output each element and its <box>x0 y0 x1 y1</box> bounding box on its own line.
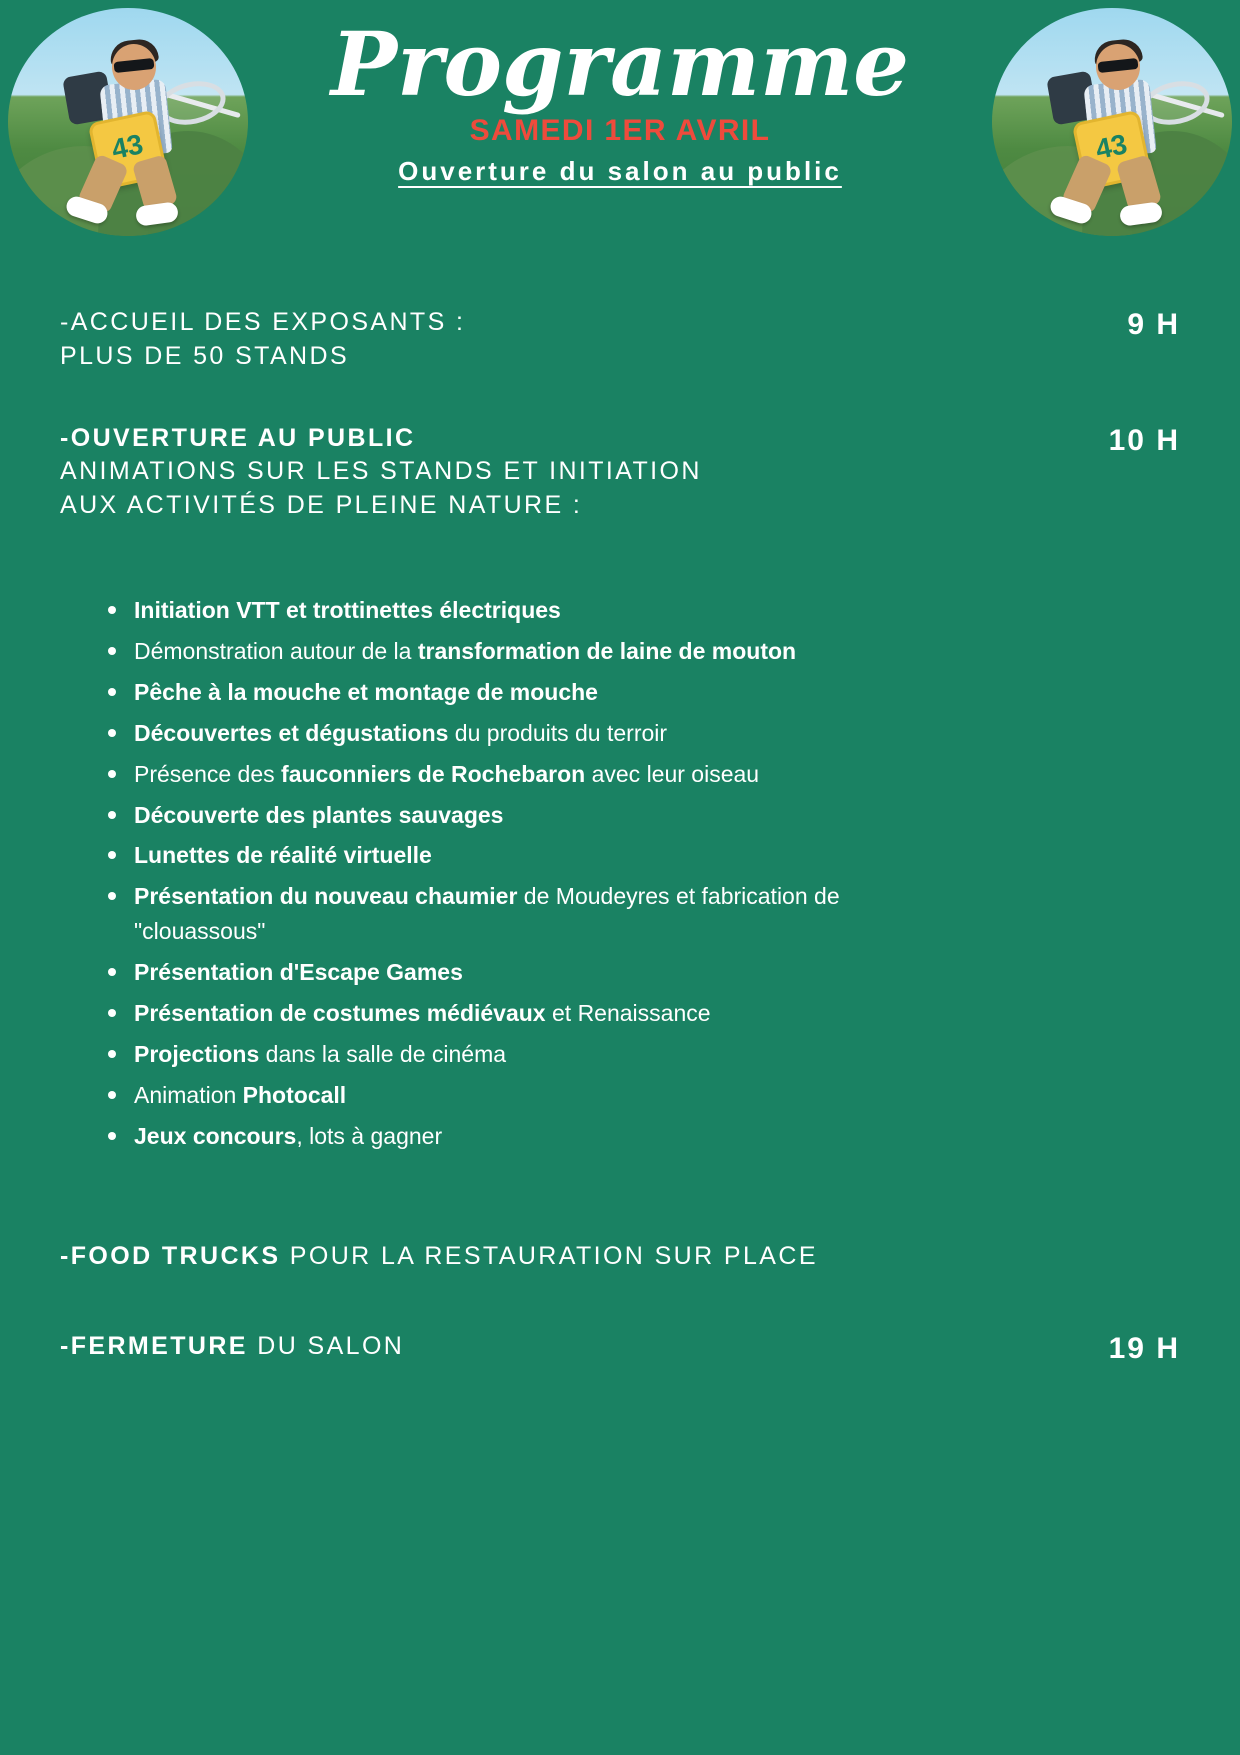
schedule-line-1: -ACCUEIL DES EXPOSANTS : <box>60 308 466 336</box>
schedule-row <box>60 1240 1180 1274</box>
footer-line-strong: -FERMETURE <box>60 1331 248 1360</box>
schedule-description <box>60 306 465 374</box>
activity-prefix: Démonstration autour de la <box>134 637 418 664</box>
footer-line-rest: POUR LA RESTAURATION SUR PLACE <box>280 1242 818 1271</box>
list-item <box>100 757 894 792</box>
list-item <box>100 716 894 751</box>
activity-prefix: Animation <box>134 1082 243 1109</box>
activity-highlight: Présentation de costumes médiévaux <box>134 1000 546 1027</box>
schedule-line-2: PLUS DE 50 STANDS <box>60 341 350 370</box>
schedule-line-3: AUX ACTIVITÉS DE PLEINE NATURE : <box>60 491 583 519</box>
activity-highlight: Initiation VTT et trottinettes électriques <box>134 596 561 623</box>
program-content <box>0 250 1240 1366</box>
activity-highlight: Découverte des plantes sauvages <box>134 801 504 828</box>
schedule-row <box>60 1330 1180 1366</box>
list-item <box>100 675 894 710</box>
activity-detail: dans la salle de cinéma <box>259 1041 507 1068</box>
list-item <box>100 996 894 1031</box>
list-item <box>100 798 894 833</box>
schedule-line-1: -OUVERTURE AU PUBLIC <box>60 423 416 452</box>
list-item <box>100 955 894 990</box>
activity-detail: et Renaissance <box>545 1000 711 1027</box>
activity-highlight: Pêche à la mouche et montage de mouche <box>134 678 598 705</box>
activity-detail: avec leur oiseau <box>585 760 760 787</box>
schedule-description <box>60 1330 404 1364</box>
avatar <box>8 8 248 236</box>
activity-highlight: Projections <box>134 1041 260 1068</box>
list-item <box>100 838 894 873</box>
schedule-line-2: ANIMATIONS SUR LES STANDS ET INITIATION <box>60 457 702 486</box>
list-item <box>100 1119 894 1154</box>
activity-highlight: Lunettes de réalité virtuelle <box>134 842 432 869</box>
event-date: SAMEDI 1ER AVRIL <box>469 114 771 148</box>
schedule-time: 10 H <box>1108 423 1180 457</box>
list-item <box>100 634 894 669</box>
schedule-time: 9 H <box>1127 308 1180 341</box>
activity-highlight: fauconniers de Rochebaron <box>281 760 586 787</box>
activity-detail: du produits du terroir <box>448 719 668 746</box>
avatar <box>992 8 1232 236</box>
list-item <box>100 1078 894 1113</box>
activity-highlight: Photocall <box>242 1082 347 1109</box>
activity-detail: , lots à gagner <box>296 1123 443 1150</box>
page-title: Programme <box>330 12 910 116</box>
activities-list <box>60 593 1180 1154</box>
schedule-description <box>60 422 702 523</box>
list-item <box>100 879 894 949</box>
activity-highlight: Présentation du nouveau chaumier <box>134 883 518 910</box>
activity-highlight: Découvertes et dégustations <box>134 719 449 746</box>
activity-detail: de Moudeyres et fabrication de "clouassous" <box>134 883 840 945</box>
activity-highlight: Présentation d'Escape Games <box>134 959 463 986</box>
footer-schedule <box>60 1240 1180 1366</box>
footer-line-strong: -FOOD TRUCKS <box>60 1242 281 1271</box>
activity-prefix: Présence des <box>134 760 282 787</box>
list-item <box>100 593 894 628</box>
schedule-description <box>60 1240 818 1274</box>
mascot-illustration-icon <box>992 8 1232 236</box>
schedule-time: 19 H <box>1108 1331 1180 1365</box>
page-header <box>0 0 1240 250</box>
footer-line-rest: DU SALON <box>247 1331 405 1360</box>
schedule-row <box>60 422 1180 523</box>
title-block <box>250 12 990 187</box>
activity-highlight: Jeux concours <box>134 1123 297 1150</box>
event-tagline: Ouverture du salon au public <box>398 156 842 187</box>
mascot-illustration-icon <box>8 8 248 236</box>
activity-highlight: transformation de laine de mouton <box>417 637 797 664</box>
schedule-row <box>60 306 1180 374</box>
list-item <box>100 1037 894 1072</box>
